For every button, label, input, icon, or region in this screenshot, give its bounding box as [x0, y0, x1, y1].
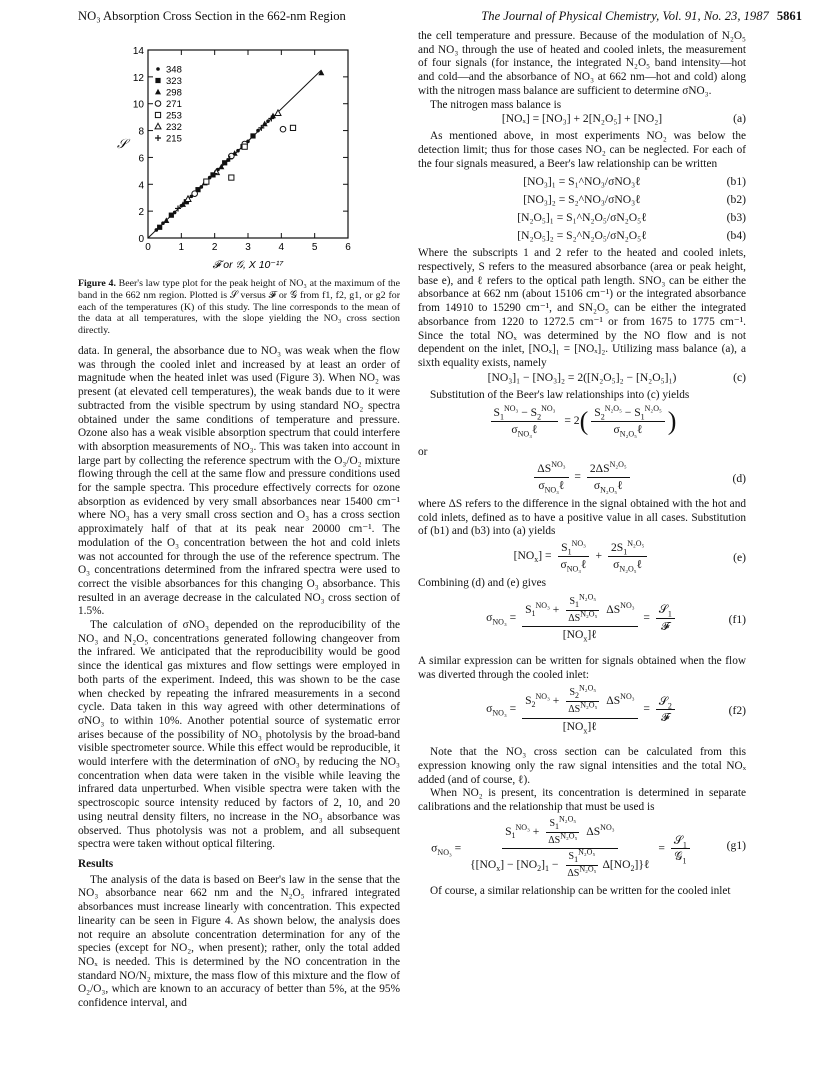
fraction: $\frac{S_1^{NO_3} - S_2^{NO_3}}{\sigma_{NO_3}\ell}$: [491, 406, 559, 436]
series-253: [204, 125, 296, 184]
legend-label: 232: [166, 122, 182, 133]
data-point: [192, 191, 198, 197]
equation-b2-tag: (b2): [726, 193, 746, 207]
x-tick-label: 1: [178, 242, 185, 253]
legend-label: 215: [166, 133, 182, 145]
equation-g1-tag: (g1): [726, 838, 746, 852]
legend-label: 271: [166, 99, 182, 110]
equation-b1: [418, 175, 746, 193]
section-title-results: Results: [78, 858, 114, 870]
x-axis-label: 𝓕 or 𝒢, X 10⁻¹⁷: [212, 259, 284, 271]
paragraph-right-5: Substitution of the Beer's law relationships into (c) yields: [430, 388, 690, 401]
fraction: $\frac{\Delta S^{NO_3}}{\sigma_{NO_3}\ell}$: [534, 462, 568, 492]
fraction: $\frac{𝒮_2}{\text{𝓕}}$: [656, 695, 675, 725]
equation-a-tag: (a): [733, 112, 746, 126]
legend-marker: [155, 135, 161, 141]
paragraph-right-1: the cell temperature and pressure. Because of the modulation of N₂O₅ and NO₃ through the use of heated and cooled inlets, the measurement of four signals (for instance, the integrated N₂O₅ band intensity—hot and cold—and the absorbance of NO₃ at 662 nm—hot and cold) along with the nitrogen mass balance are sufficient to determine σNO₃.: [418, 30, 746, 97]
equation-c: [418, 371, 746, 389]
fraction: $S_1^{NO_3}$ + $\frac{S_1^{N_2O_5}}{\Delta S^{N_2O_5}}$ $\Delta S^{NO_3}$ $[NO_x]\ell$: [522, 595, 637, 642]
x-tick-label: 0: [145, 242, 151, 253]
equation-a: [418, 112, 746, 130]
x-tick-label: 5: [311, 242, 318, 253]
equation-d: $\frac{\Delta S^{NO_3}}{\sigma_{NO_3}\ell}$ = $\frac{2\Delta S^{N_2O_5}}{\sigma_{N_2O_5}\ell}$ (d): [418, 460, 746, 498]
legend-marker: [155, 123, 161, 129]
data-point: [222, 160, 227, 165]
x-tick-label: 6: [345, 242, 351, 253]
paragraph-right-11: Of course, a similar relationship can be written for the cooled inlet: [430, 884, 731, 897]
fraction: $\frac{2S_1^{N_2O_5}}{\sigma_{N_2O_5}\ell}$: [608, 541, 647, 571]
journal-name: The Journal of Physical Chemistry, Vol. 91, No. 23, 1987: [481, 9, 769, 23]
data-point: [280, 126, 286, 132]
figure-4: [78, 30, 400, 278]
legend-label: 323: [166, 76, 182, 87]
figure-caption-text: Beer's law type plot for the peak height of NO₃ at the maximum of the band in the 662 nm region. Plotted is 𝒮 versus 𝓕 or 𝒢 from f1, f2, g1, or g2 for each of the temperatures (K) of this study. The line corresponds to the mean of the data at all temperatures, with the slope yielding the NO₃ cross section directly.: [78, 278, 401, 337]
equation-f2-tag: (f2): [728, 704, 746, 718]
paragraph-right-3: As mentioned above, in most experiments NO₂ was below the detection limit; thus for those cases NO₂ can be neglected. For each of the four signals measured, a Beer's law relationship can be written: [418, 130, 746, 170]
data-point: [236, 149, 240, 153]
paragraph-right-9: Note that the NO₃ cross section can be calculated from this expression knowing only the raw signal intensities and the total NOₓ added (and of course, ℓ).: [418, 746, 746, 786]
legend-marker: [156, 67, 160, 71]
x-tick-label: 3: [245, 242, 251, 253]
data-point: [256, 129, 260, 133]
equation-b2-expr: [NO₃]₂ = S₂^NO₃/σNO₃ℓ: [523, 193, 641, 207]
paragraph-right-7: Combining (d) and (e) gives: [418, 577, 547, 590]
equation-b3-tag: (b3): [726, 211, 746, 225]
y-tick-label: 10: [132, 99, 144, 111]
equation-b4-expr: [N₂O₅]₂ = S₂^N₂O₅/σN₂O₅ℓ: [517, 229, 647, 243]
y-tick-label: 6: [138, 153, 144, 165]
fraction: $\frac{2\Delta S^{N_2O_5}}{\sigma_{N_2O_5}\ell}$: [587, 462, 630, 492]
fraction: $\frac{S_2^{N_2O_5} - S_1^{N_2O_5}}{\sigma_{N_2O_5}\ell}$: [591, 406, 665, 436]
running-title: NO₃ Absorption Cross Section in the 662-nm Region: [78, 9, 346, 23]
or-text: or: [418, 446, 428, 459]
y-axis-label: 𝒮: [116, 136, 128, 151]
legend-label: 298: [166, 87, 182, 99]
equation-f2: $\sigma_{NO_3}$ = $S_2^{NO_3}$ + $\frac{S_2^{N_2O_5}}{\Delta S^{N_2O_5}}$ $\Delta S^{NO_3}$ $[NO_x]\ell$ = $\frac{𝒮_2}{\text{𝓕}}$ (f2): [486, 683, 746, 735]
figure-caption: [78, 278, 400, 337]
equation-g1: $\sigma_{NO_3}$ = $S_1^{NO_3}$ + $\frac{S_1^{N_2O_5}}{\Delta S^{N_2O_5}}$ $\Delta S^{NO_3}$ {$[NO_x] - [NO_2]_1$ − $\frac{S_1^{N_2O_5}}{\Delta S^{N_2O_5}}$ $\Delta[NO_2]\}\ell$ = $\frac{𝒮_1}{𝒢_1}$ (g1): [431, 814, 746, 879]
equation-c-substituted: $\frac{S_1^{NO_3} - S_2^{NO_3}}{\sigma_{NO_3}\ell}$ = 2( $\frac{S_2^{N_2O_5} - S_1^{N_2O_5}}{\sigma_{N_2O_5}\ell}$ ): [418, 402, 746, 446]
right-column: [418, 30, 746, 899]
legend-marker: [155, 89, 161, 95]
data-point: [290, 125, 295, 130]
data-point: [266, 119, 270, 123]
data-point: [157, 225, 162, 230]
equation-b1-tag: (b1): [726, 175, 746, 189]
fraction: $\frac{S_1^{NO_3}}{\sigma_{NO_3}\ell}$: [557, 541, 589, 571]
paragraph-left-1: data. In general, the absorbance due to NO₃ was weak when the flow was through the cooled inlet and increased by at least an order of magnitude when the heated inlet was used (Figure 3). When NO₂ was present (at elevated cell temperatures), the weak bands due to it were subtracted from the visible spectrum by using standard NO₂ spectra obtained under the same conditions of temperature and pressure. Ozone also has a weak visible absorption spectrum that could interfere with absorption measurements of NO₃. This was taken into account in large part by collecting the reference spectrum with the O₃/O₂ mixture flowing through the cell at the same flow and pressure conditions used for the sample spectra. This procedure effectively corrects for ozone absorption as evidenced by very small absorbances near 15400 cm⁻¹ where NO₃ has a very small cross section and O₃ has a cross section approximately half of that at its peak near 20000 cm⁻¹. The modulation of the O₃ concentration between the hot and cold inlets was not accounted for through the use of the reference spectrum. The O₃ concentrations determined from the infrared spectra were used to correct the visible absorbances for this changing O₃ absorbance. This resulted in an average decrease in the calculated NO₃ cross section of 1.5%.: [78, 344, 400, 618]
paragraph-right-10: When NO₂ is present, its concentration is determined in separate calibrations and the relationship that must be used is: [418, 787, 746, 814]
x-tick-label: 2: [211, 242, 218, 253]
data-point: [250, 133, 255, 138]
x-tick-label: 4: [278, 242, 285, 253]
legend-marker: [155, 78, 160, 83]
equation-b4: [418, 229, 746, 247]
data-point: [204, 179, 209, 184]
y-tick-label: 8: [138, 126, 144, 138]
paragraph-left-2: The calculation of σNO₃ depended on the reproducibility of the NO₃ and N₂O₅ concentrations generated following changeover from the infrared. We anticipated that the reproducibility would be good since the identical gas mixtures and flow settings were employed in both parts of the experiment. Indeed, this was shown to be the case when checked by repeating the infrared measurements in a second cycle. Data taken in this way agreed with other determinations of σNO₃ to within 10%. Another potential source of systematic error arises because of the possibility of NO₃ photolysis by the broad-band visible spectrometer source. While this effect would be reproducible, it would interfere with the determination of σNO₃ by reducing the NO₃ concentration when data were taken in the visible while leaving the infrared data unperturbed. When visible spectra were taken with the spectroscopic source intensity reduced by factors of 2, 10, and 20 using neutral density filters, no increase in the NO₃ absorbance was observed. Thus photolysis was not a problem, and all subsequent spectra were taken without optical filtering.: [78, 619, 400, 851]
fraction: $S_1^{NO_3}$ + $\frac{S_1^{N_2O_5}}{\Delta S^{N_2O_5}}$ $\Delta S^{NO_3}$ {$[NO_x] - [NO_2]_1$ − $\frac{S_1^{N_2O_5}}{\Delta S^{N_2O_5}}$ $\Delta[NO_2]\}\ell$: [470, 814, 650, 879]
left-column: [78, 30, 400, 1011]
data-point: [169, 213, 174, 218]
legend-label: 348: [166, 64, 182, 76]
equation-b3: [418, 211, 746, 229]
equation-e-tag: (e): [733, 551, 746, 565]
legend-marker: [155, 112, 160, 117]
y-tick-label: 12: [132, 72, 144, 84]
data-point: [229, 175, 234, 180]
figure-caption-label: Figure 4.: [78, 278, 116, 289]
fraction: $\frac{𝒮_1}{𝒢_1}$: [671, 834, 690, 864]
paragraph-right-6: where ΔS refers to the difference in the signal obtained with the hot and cold inlets, defined as to have a positive value in all cases. Substitution of (b1) and (b3) into (a) yields: [418, 498, 746, 538]
equation-a-expr: [NOₓ] = [NO₃] + 2[N₂O₅] + [NO₂]: [501, 112, 663, 126]
journal-citation: [481, 9, 802, 24]
legend-marker: [155, 101, 161, 107]
y-tick-label: 0: [138, 234, 144, 245]
equation-b2: [418, 193, 746, 211]
fraction: $\frac{𝒮_1}{\text{𝓕}}$: [656, 603, 675, 633]
equation-e: $[NO_x]$ = $\frac{S_1^{NO_3}}{\sigma_{NO_3}\ell}$ + $\frac{2S_1^{N_2O_5}}{\sigma_{N_2O_5}\ell}$ (e): [513, 539, 746, 574]
paragraph-right-4: Where the subscripts 1 and 2 refer to the heated and cooled inlets, respectively, S refers to the measured absorbance (area or peak height, base e), and ℓ refers to the optical path length. SNO₃ can be either the absorbance at 662 nm (about 15106 cm⁻¹) or the integrated absorbance from 14910 to 15290 cm⁻¹, and SN₂O₅ can be either the integrated absorbance from 1220 to 1272.5 cm⁻¹ or from 1675 to 1775 cm⁻¹. Since the total NOₓ was determined by the NO flow and is not dependent on the inlet, [NOₓ]₁ = [NOₓ]₂. Utilizing mass balance (a), a sixth equality exists, namely: [418, 247, 746, 369]
paragraph-right-2: The nitrogen mass balance is: [430, 98, 562, 111]
equation-b4-tag: (b4): [726, 229, 746, 243]
fraction: $S_2^{NO_3}$ + $\frac{S_2^{N_2O_5}}{\Delta S^{N_2O_5}}$ $\Delta S^{NO_3}$ $[NO_x]\ell$: [522, 686, 637, 733]
y-tick-label: 4: [138, 180, 144, 192]
equation-d-tag: (d): [732, 472, 746, 486]
equation-b1-expr: [NO₃]₁ = S₁^NO₃/σNO₃ℓ: [523, 175, 641, 189]
page-number: 5861: [776, 9, 802, 23]
equation-b3-expr: [N₂O₅]₁ = S₁^N₂O₅/σN₂O₅ℓ: [517, 211, 647, 225]
equation-f1-tag: (f1): [728, 612, 746, 626]
data-point: [242, 144, 247, 149]
paragraph-left-3: The analysis of the data is based on Beer's law in the sense that the NO₃ absorbance near 662 nm and the N₂O₅ infrared integrated absorbances must increase linearly with concentration. This expected linearity can be seen in Figure 4. As shown below, the analysis does not require an absolute concentration determination for any of the species (except for NO₂, when present); rather, only the total added NOₓ is needed. This is determined by the NO concentration in the standard NO/N₂ mixture, the mass flow of this mixture and the flow of O₂/O₃, which are known to an accuracy of better than 5%, at the 95% confidence interval, and: [78, 873, 400, 1010]
equation-c-tag: (c): [733, 370, 746, 384]
legend-label: 253: [166, 110, 182, 122]
equation-f1: $\sigma_{NO_3}$ = $S_1^{NO_3}$ + $\frac{S_1^{N_2O_5}}{\Delta S^{N_2O_5}}$ $\Delta S^{NO_3}$ $[NO_x]\ell$ = $\frac{𝒮_1}{\text{𝓕}}$ (f1): [486, 592, 746, 644]
paragraph-right-8: A similar expression can be written for signals obtained when the flow was diverted through the cooled inlet:: [418, 654, 746, 681]
page-header: [78, 5, 802, 27]
series-271: [192, 126, 286, 196]
y-tick-label: 14: [132, 46, 144, 57]
equation-c-expr: [NO₃]₁ − [NO₃]₂ = 2([N₂O₅]₂ − [N₂O₅]₁): [487, 370, 677, 384]
beer-law-scatter-chart: [78, 30, 400, 278]
y-tick-label: 2: [138, 207, 144, 219]
